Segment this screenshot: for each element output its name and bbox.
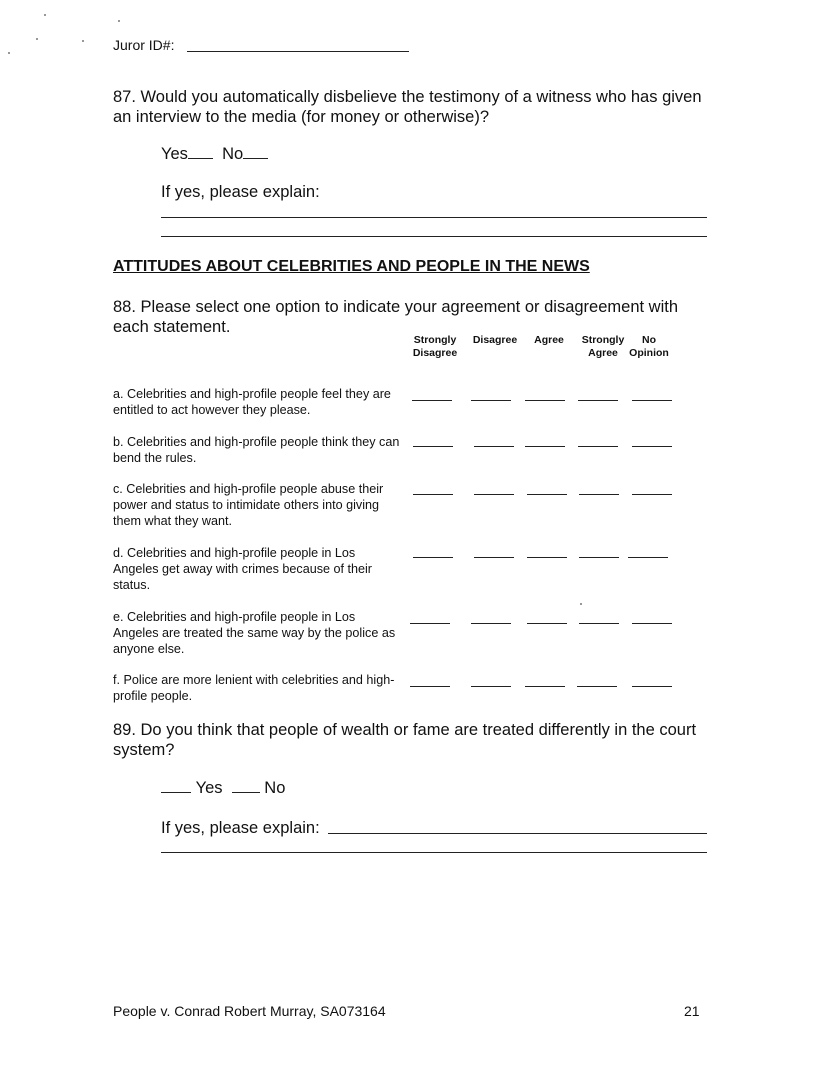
statement-a: a. Celebrities and high-profile people feel they are entitled to act however they please. <box>113 387 391 417</box>
answer-blank[interactable] <box>410 623 450 624</box>
q87-no-label: No <box>222 145 244 163</box>
answer-blank[interactable] <box>413 557 453 558</box>
answer-blank[interactable] <box>525 686 565 687</box>
answer-blank[interactable] <box>525 400 565 401</box>
q87-explain-line[interactable] <box>161 236 707 237</box>
q87-no-blank[interactable] <box>243 144 268 159</box>
answer-blank[interactable] <box>412 400 452 401</box>
footer-case: People v. Conrad Robert Murray, SA073164 <box>113 1003 386 1019</box>
answer-blank[interactable] <box>578 400 618 401</box>
scan-speck <box>8 52 10 54</box>
answer-blank[interactable] <box>527 557 567 558</box>
answer-blank[interactable] <box>474 557 514 558</box>
answer-blank[interactable] <box>579 623 619 624</box>
q89-no-blank[interactable] <box>232 778 260 793</box>
q87-explain-line[interactable] <box>161 217 707 218</box>
statement-d: d. Celebrities and high-profile people in Los Angeles get away with crimes because of their status. <box>113 546 373 592</box>
juror-id-row <box>113 37 174 53</box>
col-header-strongly-agree: Strongly Agree <box>581 334 625 359</box>
q87-explain-label: If yes, please explain: <box>161 183 320 201</box>
col-header-no-opinion: No Opinion <box>629 334 669 359</box>
q87-yes-blank[interactable] <box>188 144 213 159</box>
answer-blank[interactable] <box>471 686 511 687</box>
page-number: 21 <box>684 1003 700 1019</box>
q89-answer-row <box>161 778 285 798</box>
answer-blank[interactable] <box>579 557 619 558</box>
answer-blank[interactable] <box>578 446 618 447</box>
q89-question: 89. Do you think that people of wealth or fame are treated differently in the court system? <box>113 721 697 759</box>
scan-speck <box>118 20 120 22</box>
q89-explain-label: If yes, please explain: <box>161 819 320 837</box>
answer-blank[interactable] <box>410 686 450 687</box>
statement-e: e. Celebrities and high-profile people in Los Angeles are treated the same way by the police as anyone else. <box>113 610 396 656</box>
answer-blank[interactable] <box>632 623 672 624</box>
q87-question: 87. Would you automatically disbelieve the testimony of a witness who has given an interview to the media (for money or otherwise)? <box>113 88 702 126</box>
q87-yes-label: Yes <box>161 145 188 163</box>
answer-blank[interactable] <box>632 446 672 447</box>
scan-speck <box>44 14 46 16</box>
statement-c: c. Celebrities and high-profile people abuse their power and status to intimidate others into giving them what they want. <box>113 482 384 528</box>
col-header-strongly-disagree: Strongly Disagree <box>412 334 458 359</box>
juror-id-field[interactable] <box>187 51 409 52</box>
statement-b: b. Celebrities and high-profile people think they can bend the rules. <box>113 435 400 465</box>
answer-blank[interactable] <box>471 400 511 401</box>
statement-f: f. Police are more lenient with celebrities and high-profile people. <box>113 673 395 703</box>
answer-blank[interactable] <box>632 400 672 401</box>
answer-blank[interactable] <box>474 446 514 447</box>
answer-blank[interactable] <box>579 494 619 495</box>
section-heading: ATTITUDES ABOUT CELEBRITIES AND PEOPLE IN THE NEWS <box>113 258 590 275</box>
answer-blank[interactable] <box>527 494 567 495</box>
q89-yes-blank[interactable] <box>161 778 191 793</box>
answer-blank[interactable] <box>525 446 565 447</box>
answer-blank[interactable] <box>471 623 511 624</box>
answer-blank[interactable] <box>577 686 617 687</box>
answer-blank[interactable] <box>474 494 514 495</box>
answer-blank[interactable] <box>413 494 453 495</box>
col-header-agree: Agree <box>534 334 564 346</box>
answer-blank[interactable] <box>527 623 567 624</box>
q87-answer-row <box>161 144 268 164</box>
scan-speck <box>82 40 84 42</box>
answer-blank[interactable] <box>632 494 672 495</box>
scan-speck <box>580 603 582 605</box>
juror-id-label: Juror ID#: <box>113 37 175 53</box>
answer-blank[interactable] <box>628 557 668 558</box>
scan-speck <box>36 38 38 40</box>
q89-yes-label: Yes <box>195 779 223 797</box>
q88-question: 88. Please select one option to indicate your agreement or disagreement with each statement. <box>113 298 679 336</box>
answer-blank[interactable] <box>413 446 453 447</box>
answer-blank[interactable] <box>632 686 672 687</box>
q89-no-label: No <box>264 779 286 797</box>
q89-explain-line[interactable] <box>328 833 707 834</box>
q89-explain-line[interactable] <box>161 852 707 853</box>
col-header-disagree: Disagree <box>472 334 518 346</box>
